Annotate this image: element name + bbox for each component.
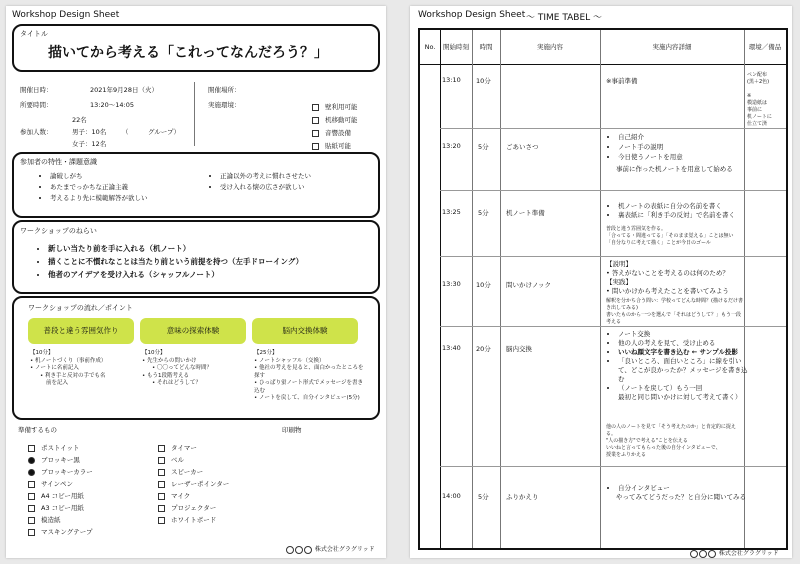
- row-content: 問いかけノック: [506, 281, 552, 289]
- traits-box: [12, 152, 380, 218]
- left-footer: [286, 544, 375, 554]
- step-item: • ノートを戻して、自分インタビュー(5分): [254, 395, 360, 401]
- left-header: Workshop Design Sheet: [12, 10, 120, 20]
- col-divider: [600, 30, 601, 548]
- checkbox-icon[interactable]: [28, 505, 35, 512]
- col-header-env: 環境／備品: [748, 42, 782, 51]
- row-duration: 10分: [476, 77, 491, 85]
- right-footer: [690, 548, 779, 558]
- prep-item: プロジェクター: [158, 502, 229, 514]
- checkbox-icon[interactable]: [158, 445, 165, 452]
- step-time: 【10分】: [142, 350, 166, 356]
- bullet-item: • （ノートを戻して）もう一回: [618, 384, 748, 393]
- row-bullets: [606, 132, 683, 162]
- row-content: 机ノート準備: [506, 209, 545, 217]
- trait-item: • 正論以外の考えに慣れさせたい: [220, 172, 311, 181]
- bullet-item: • 「良いところ、面白いところ」に線を引いて、どこが良かったか？メッセージを書き込む: [618, 357, 748, 384]
- row-divider: [440, 128, 786, 129]
- row-start: 14:00: [442, 492, 461, 500]
- date-value: 2021年9月28日（火）: [90, 86, 158, 94]
- by-icon: [295, 546, 303, 554]
- step-sub: 前を記入: [46, 380, 69, 386]
- checkbox-icon[interactable]: [28, 493, 35, 500]
- col-divider: [500, 30, 501, 548]
- aims-box: [12, 220, 380, 294]
- row-duration: 10分: [476, 281, 491, 289]
- prep-item: マスキングテープ: [28, 526, 93, 538]
- aim-item: • 描くことに不慣れなことは当たり前という前提を持つ（左手ドローイング）: [48, 255, 303, 268]
- aims-label: ワークショップのねらい: [20, 227, 97, 235]
- timetable-subheader: 〜 TIME TABEL 〜: [526, 13, 603, 23]
- col-header-no: No.: [424, 42, 436, 51]
- right-header: Workshop Design Sheet: [418, 10, 526, 20]
- row-start: 13:30: [442, 280, 461, 288]
- flow-label: ワークショップの流れ／ポイント: [28, 304, 133, 312]
- bullet-item: • いいね顔文字を書き込む ← サンプル投影: [618, 348, 748, 357]
- row-note: 他の人のノートを見て「そう考えたのか」と肯定的に捉える。 "人の描き方"で考える"ことを伝える いいねと言ってもらった後の自分インタビューで、 授業をふりかえる: [606, 424, 736, 458]
- checkbox-icon[interactable]: [158, 481, 165, 488]
- checkbox-icon[interactable]: [158, 505, 165, 512]
- checkbox-icon[interactable]: [28, 481, 35, 488]
- checkbox-icon[interactable]: [158, 457, 165, 464]
- flow-step-2-detail: [142, 350, 248, 388]
- prep-item: ホワイトボード: [158, 514, 229, 526]
- left-sheet: [6, 6, 386, 558]
- time-value: 13:20～14:05: [90, 101, 134, 109]
- title-label: タイトル: [20, 30, 48, 38]
- flow-step-3-detail: [254, 350, 366, 403]
- paren-open: （: [122, 128, 129, 136]
- trait-item: • あたまでっかちな正論主義: [50, 183, 148, 192]
- step-item: • ノートシャッフル（交換）: [254, 357, 325, 364]
- prep-item: マイク: [158, 490, 229, 502]
- row-detail: 【説明】 • 答えがないことを考えるのは何のため？ 【実践】 • 問いかけから考えたことを書いてみよう: [606, 260, 729, 295]
- flow-step-2: 意味の探索体験: [140, 318, 246, 344]
- col-header-content: 実施内容: [537, 42, 563, 51]
- page-title: 描いてから考える「これってなんだろう？」: [48, 45, 328, 61]
- place-label: 開催場所：: [208, 86, 241, 94]
- nd-icon: [708, 550, 716, 558]
- row-divider: [440, 466, 786, 467]
- row-duration: 5分: [478, 493, 489, 501]
- prep-item: ブロッキーカラー: [28, 466, 93, 478]
- company-name: 株式会社グラグリッド: [314, 546, 375, 553]
- prep-item: タイマー: [158, 442, 229, 454]
- aims-list: [36, 242, 303, 281]
- checkbox-icon[interactable]: [312, 130, 319, 137]
- row-content: ごあいさつ: [506, 143, 539, 151]
- title-box: [12, 24, 380, 72]
- company-name: 株式会社グラグリッド: [718, 550, 779, 557]
- prep-item: A3 コピー用紙: [28, 502, 93, 514]
- checkbox-icon[interactable]: [28, 457, 35, 464]
- flow-step-1-detail: [30, 350, 136, 388]
- female-count: 女子：12名: [72, 140, 107, 148]
- bullet-item: • ノート手の説明: [618, 142, 683, 152]
- prep-item: ポストイット: [28, 442, 93, 454]
- col-header-detail: 実施内容詳細: [652, 42, 692, 51]
- traits-col1: [38, 172, 148, 203]
- row-content: ふりかえり: [506, 493, 539, 501]
- row-start: 13:20: [442, 142, 461, 150]
- checkbox-icon[interactable]: [28, 445, 35, 452]
- prep-item: ベル: [158, 454, 229, 466]
- male-count: 男子：10名: [72, 128, 107, 136]
- traits-label: 参加者の特性・課題意識: [20, 158, 97, 166]
- bullet-item: 最初と同じ問いかけに対して考えて書く）: [618, 393, 742, 401]
- row-start: 13:25: [442, 208, 461, 216]
- checkbox-icon[interactable]: [28, 469, 35, 476]
- trait-item: • 考えるより先に模範解答が欲しい: [50, 194, 148, 203]
- step-item: • 他社の考えを見ると、面白かったところを探す: [254, 365, 364, 379]
- bullet-item: • 今日使うノートを用意: [618, 152, 683, 162]
- bullet-item: • 自己紹介: [618, 132, 683, 142]
- aim-item: • 他者のアイデアを受け入れる（シャッフルノート）: [48, 268, 303, 281]
- env-item: 音響設備: [312, 129, 351, 138]
- row-start: 13:10: [442, 76, 461, 84]
- step-item: • もう1段階考える: [142, 372, 189, 379]
- row-duration: 5分: [478, 143, 489, 151]
- cc-icon: [286, 546, 294, 554]
- row-note: 普段と違う雰囲気を作る。 「合ってる・間違ってる」「そのまま覚える」ことは無い 「自分なりに考えて描く」ことが今日のゴール: [606, 226, 734, 246]
- prep-col2: [158, 442, 229, 526]
- prep-item: サインペン: [28, 478, 93, 490]
- bullet-item: • 他の人の考えを見て、受け止める: [618, 339, 748, 348]
- env-label: 実施環境：: [208, 101, 241, 109]
- row-divider: [440, 326, 786, 327]
- row-bullets: [606, 330, 748, 402]
- date-label: 開催日時：: [20, 86, 53, 94]
- row-note: 事前に作った机ノートを用意して始める: [616, 165, 733, 173]
- prep-item: スピーカー: [158, 466, 229, 478]
- row-bullets: [606, 202, 735, 220]
- checkbox-icon[interactable]: [158, 469, 165, 476]
- step-time: 【10分】: [30, 350, 54, 356]
- row-start: 13:40: [442, 344, 461, 352]
- traits-col2: [208, 172, 311, 192]
- bullet-item: • 机ノートの表紙に自分の名前を書く: [618, 202, 735, 211]
- row-note: 解釈を分かち合う問い：学校ってどんな時間？(描けるだけ書き出してみる) 書いたものから一つを選んで「それはどうして？」もう一段考える: [606, 298, 743, 325]
- flow-step-3: 脳内交換体験: [252, 318, 358, 344]
- row-divider: [440, 256, 786, 257]
- header-divider: [420, 64, 786, 65]
- checkbox-icon[interactable]: [312, 143, 319, 150]
- col-divider: [440, 30, 441, 548]
- checkbox-icon[interactable]: [312, 104, 319, 111]
- nd-icon: [304, 546, 312, 554]
- prep-item: 模造紙: [28, 514, 93, 526]
- col-divider: [744, 30, 745, 548]
- print-label: 印刷物: [282, 426, 302, 434]
- trait-item: • 受け入れる懐の広さが欲しい: [220, 183, 311, 192]
- info-divider: [194, 82, 195, 146]
- bullet-item: • 自分インタビュー: [618, 484, 670, 493]
- prep-item: A4 コピー用紙: [28, 490, 93, 502]
- env-item: 貼紙可能: [312, 142, 351, 151]
- aim-item: • 新しい当たり前を手に入れる（机ノート）: [48, 242, 303, 255]
- row-duration: 20分: [476, 345, 491, 353]
- row-note: やってみてどうだった？と自分に聞いてみる: [616, 493, 746, 501]
- checkbox-icon[interactable]: [28, 529, 35, 536]
- prep-label: 準備するもの: [18, 426, 57, 434]
- time-label: 所要時間：: [20, 101, 53, 109]
- row-content: 脳内交換: [506, 345, 532, 353]
- prep-item: レーザーポインター: [158, 478, 229, 490]
- step-time: 【25分】: [254, 350, 278, 356]
- group-label: グループ）: [148, 128, 181, 136]
- row-env: ペン配布 (黒＋2色) ※ 模造紙は 事前に 机ノートに 仕立て済: [747, 72, 772, 127]
- step-item: • ノートに名前記入: [30, 365, 79, 371]
- col-divider: [472, 30, 473, 548]
- prep-col1: [28, 442, 93, 538]
- step-item: • 机ノートづくり（事前作成）: [30, 357, 107, 364]
- step-sub: • それはどうして？: [152, 380, 202, 386]
- by-icon: [699, 550, 707, 558]
- step-item: • 先生からの問いかけ: [142, 357, 197, 364]
- bullet-item: • ノート交換: [618, 330, 748, 339]
- participants-label: 参加人数：: [20, 128, 53, 136]
- cc-icon: [690, 550, 698, 558]
- flow-step-1: 普段と違う雰囲気作り: [28, 318, 134, 344]
- prep-item: ブロッキー黒: [28, 454, 93, 466]
- flow-box: [12, 296, 380, 420]
- checkbox-icon[interactable]: [28, 517, 35, 524]
- step-sub: • 〇〇ってどんな時間？: [152, 365, 213, 371]
- checkbox-icon[interactable]: [158, 517, 165, 524]
- row-divider: [440, 190, 786, 191]
- row-detail-title: ※事前準備: [606, 77, 638, 85]
- step-item: • ひっぱり蛍ノート形式でメッセージを書き込む: [254, 380, 364, 394]
- participant-count: 22名: [72, 116, 87, 124]
- env-item: 机移動可能: [312, 116, 358, 125]
- env-item: 壁利用可能: [312, 103, 358, 112]
- checkbox-icon[interactable]: [158, 493, 165, 500]
- col-header-duration: 時間: [479, 42, 493, 51]
- bullet-item: • 裏表紙に「利き手の反対」で名前を書く: [618, 211, 735, 220]
- row-bullets: [606, 484, 670, 493]
- step-sub: • 利き手と反対の手でも名: [40, 372, 106, 379]
- trait-item: • 論破しがち: [50, 172, 148, 181]
- right-sheet: [410, 6, 792, 558]
- row-duration: 5分: [478, 209, 489, 217]
- checkbox-icon[interactable]: [312, 117, 319, 124]
- col-header-start: 開始時刻: [443, 42, 469, 51]
- timetable: [418, 28, 788, 550]
